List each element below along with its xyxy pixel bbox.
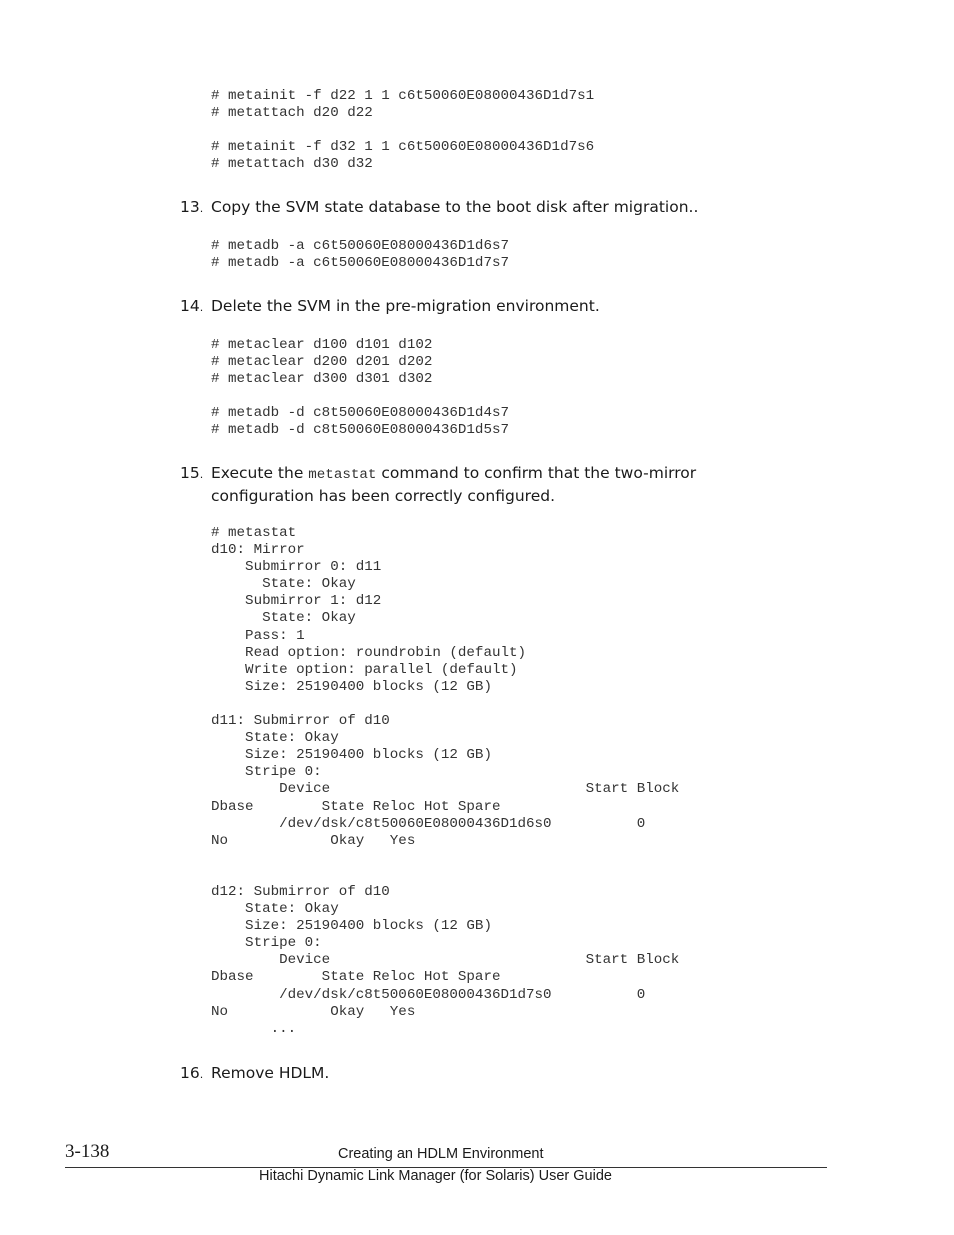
step-16 [180,1063,780,1084]
step-number-dot: . [199,468,204,481]
page-number: 3-138 [65,1141,110,1162]
chapter-title: Creating an HDLM Environment [338,1146,544,1162]
step-text: Execute the metastat command to confirm that the two-mirror configuration has been correctly configured. [211,464,697,505]
inline-command: metastat [308,467,377,483]
guide-title: Hitachi Dynamic Link Manager (for Solaris) User Guide [259,1168,612,1184]
step-15 [180,463,780,507]
step-number-dot: . [199,202,204,215]
step-number-dot: . [199,1068,204,1081]
step-text: Copy the SVM state database to the boot disk after migration.. [211,198,699,216]
step-13 [180,197,780,218]
code-block-metastat-output: # metastat d10: Mirror Submirror 0: d11 State: Okay Submirror 1: d12 State: Okay Pass: 1 Read option: roundrobin (default) Write option: parallel (default) Size: 25190400 blocks (12 GB) d11: Submirror of d10 State: Okay Size: 25190400 blocks (12 GB) Stripe 0: Device Start Block Dbase State Reloc Hot Spare /dev/dsk/c8t50060E08000436D1d6s0 0 No Okay Yes d12: Submirror of d10 State: Okay Size: 25190400 blocks (12 GB) Stripe 0: Device Start Block Dbase State Reloc Hot Spare /dev/dsk/c8t50060E08000436D1d7s0 0 No Okay Yes ... [211,525,680,1037]
step-number-dot: . [199,301,204,314]
step-text: Remove HDLM. [211,1064,330,1082]
step-text: Delete the SVM in the pre-migration environment. [211,297,600,315]
code-block-metaclear: # metaclear d100 d101 d102 # metaclear d200 d201 d202 # metaclear d300 d301 d302 # metadb -d c8t50060E08000436D1d4s7 # metadb -d c8t50060E08000436D1d5s7 [211,337,509,439]
step-number: 16 [180,1064,200,1082]
step-number: 14 [180,297,200,315]
step-number: 15 [180,464,200,482]
step-number: 13 [180,198,200,216]
step-14 [180,296,780,317]
code-block-metadb-add: # metadb -a c6t50060E08000436D1d6s7 # metadb -a c6t50060E08000436D1d7s7 [211,238,509,272]
code-block-metainit: # metainit -f d22 1 1 c6t50060E08000436D1d7s1 # metattach d20 d22 # metainit -f d32 1 1 c6t50060E08000436D1d7s6 # metattach d30 d32 [211,88,595,173]
